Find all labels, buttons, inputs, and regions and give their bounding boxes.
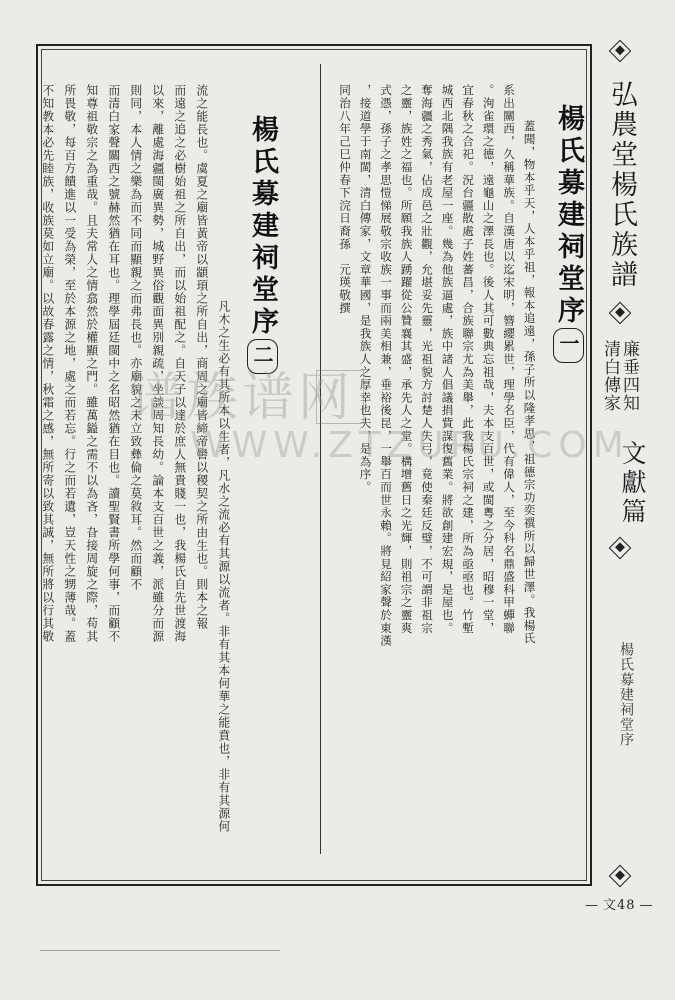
section-1-number: 一 (553, 328, 584, 363)
text-column: ，接道學于南閩，清白傳家，文章華國，是我族人之厚幸也夫，是為序。 (358, 84, 373, 494)
page-number-text: 文48 (603, 898, 636, 913)
text-column: 而遠之追之必樹始祖之所自出，而以始祖配之。自天子以達於庶人無貴賤一也，我楊氏自先世渡海 (172, 84, 187, 643)
section-2-title (243, 115, 282, 374)
watermark-url: WWW.ZTZUPU.COM (190, 425, 630, 466)
text-column: 宜春秋之合祀。況台疆散處子姓蕃昌，合族聯宗尤為美舉，此我楊氏宗祠之建，所為亟亟也。竹塹 (461, 84, 476, 635)
text-column: 以來，離處海疆閩廣異勢，城野異俗觀面異別親疏，坐談周知長幼。論本支百世之義，派雖分而源 (150, 84, 165, 643)
text-column: 。洵雀環之德，遠龜山之澤長也。後人其可數典忘祖哉，夫本支百世，或閩粵之分居，昭穆一堂， (481, 84, 496, 635)
section-2-title-text: 楊氏募建祠堂序 (247, 115, 278, 339)
page-number: — 文48 — (585, 898, 654, 913)
text-column: 奪海疆之秀氣，佔成邑之壯觀，允堪妥先靈，光祖貌方討楚人失弓，竟使秦廷反璧，不可謂非祖宗 (420, 84, 435, 635)
text-column: 流之能長也。虞夏之廟皆黃帝以顓頊之所自出，商周之廟皆締帝嚳以稷契之所由生也。則本之報 (194, 84, 209, 630)
diamond-ornament-icon (609, 40, 632, 63)
text-column: 系出關西，久稱華族。自漢唐以迄宋明，簪纓累世，理學名臣，代有偉人，至今科名鼎盛科甲蟬聯 (502, 84, 517, 635)
section-2-number: 二 (247, 339, 278, 374)
subtitle-line-1: 廉垂四知 (619, 340, 639, 412)
text-column: 式憑，孫子之孝思愷悌展敬宗收族一事而兩美相兼，垂裕後昆，一舉百而世永賴。將見紹家聲於東漢 (379, 84, 394, 648)
diamond-ornament-icon (609, 302, 632, 325)
section-1-title (549, 104, 588, 363)
running-header: 楊氏募建祠堂序 (618, 642, 634, 747)
watermark-text: 谱族谱网 (130, 368, 355, 428)
section-1-title-text: 楊氏募建祠堂序 (553, 104, 584, 328)
text-column: 蓋聞，物本乎天，人本乎祖，報本追遠，孫子所以隆孝思，祖德宗功奕禩所以歸世澤。我楊氏 (522, 120, 537, 645)
text-column: 知尊祖敬宗之為重哉。且夫常人之情翕然於權顯之門。雖萬鎰之需不以為吝，旮接周旋之際，苟其 (84, 84, 99, 643)
subtitle-line-2: 清白傳家 (600, 340, 620, 412)
text-column: 凡木之生必有其所本以生者，凡水之流必有其源以流者。非有其本何華之能賁也，非有其源何 (216, 300, 231, 833)
book-title: 弘農堂楊氏族譜 (606, 80, 637, 290)
diamond-ornament-icon (609, 865, 632, 888)
text-column: 同治八年己巳仲春下浣日裔孫 元瑛敬撰 (338, 84, 353, 315)
text-column: 所畏敬，每百方饋進以一受為榮，至於本源之地，處之而若忘。行之而若遺，豈天性之甥薄哉。蓋 (62, 84, 77, 643)
text-column: 而清白家聲關西之號赫然猶在耳也。理學屆廷閩中之名昭然猶在目也。讀聖賢書所學何事，而顧不 (106, 84, 121, 643)
text-column: 之靈，族姓之福也。所願我族人踴躍從公贊襄其盛，承先人之堂。構增舊日之光輝，則祖宗之靈爽 (399, 84, 414, 635)
text-column: 城西北隅我族有老屋一座。幾為他族逼處，族中諸人倡議捐貲謀復舊業。將欲創建宏規，是屋也。 (440, 84, 455, 635)
diamond-ornament-icon (609, 537, 632, 560)
text-column: 不知教本必先睦族，收族莫如立廟。以故春露之情，秋霜之感，無所寄以致其誠，無所將以行其敬 (40, 84, 55, 643)
series-name: 文獻篇 (618, 440, 647, 527)
text-column: 則同，本人情之樂為而不同而顯親之而弗長也。亦廟貌之未立致彝倫之莫敘耳。然而顧不 (128, 84, 143, 591)
bottom-rule (40, 950, 280, 951)
